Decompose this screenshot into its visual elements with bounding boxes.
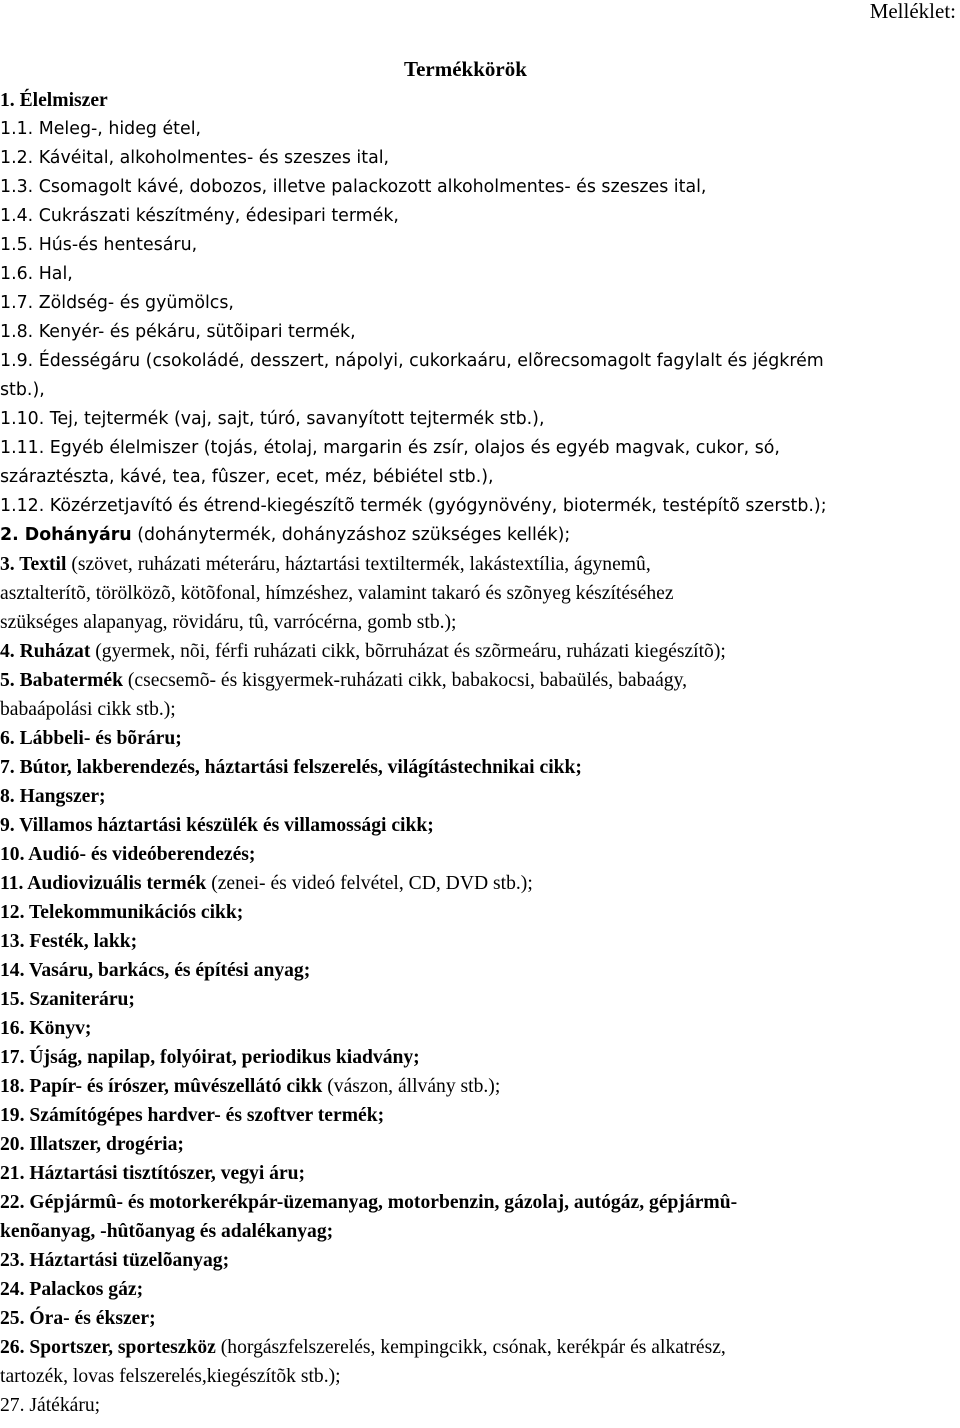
list-item-heading: 19. Számítógépes hardver- és szoftver termék; bbox=[0, 1105, 385, 1126]
list-item-heading: 11. Audiovizuális termék bbox=[0, 873, 207, 894]
list-item-heading: 20. Illatszer, drogéria; bbox=[0, 1134, 184, 1155]
list-item-heading: 3. Textil bbox=[0, 554, 67, 575]
list-item bbox=[0, 608, 958, 637]
list-item-heading: 8. Hangszer; bbox=[0, 786, 106, 807]
list-item-heading: 22. Gépjármû- és motorkerékpár-üzemanyag, motorbenzin, gázolaj, autógáz, gépjármû- bbox=[0, 1192, 738, 1213]
list-item-text: 1.7. Zöldség- és gyümölcs, bbox=[0, 293, 234, 313]
list-item-text: stb.), bbox=[0, 380, 45, 400]
list-item bbox=[0, 318, 958, 347]
list-item-text: 1.5. Hús-és hentesáru, bbox=[0, 235, 198, 255]
list-item-text: babaápolási cikk stb.); bbox=[0, 699, 176, 720]
annex-label: Melléklet: bbox=[869, 0, 956, 23]
list-item bbox=[0, 86, 958, 115]
list-item bbox=[0, 1304, 958, 1333]
list-item bbox=[0, 927, 958, 956]
list-item bbox=[0, 115, 958, 144]
list-item bbox=[0, 260, 958, 289]
list-item-text: szükséges alapanyag, rövidáru, tû, varrócérna, gomb stb.); bbox=[0, 612, 457, 633]
list-item bbox=[0, 1043, 958, 1072]
product-category-list bbox=[0, 86, 958, 1420]
list-item bbox=[0, 1072, 958, 1101]
list-item-text: 1.10. Tej, tejtermék (vaj, sajt, túró, savanyított tejtermék stb.), bbox=[0, 409, 545, 429]
list-item-heading: 9. Villamos háztartási készülék és villamossági cikk; bbox=[0, 815, 434, 836]
list-item-heading: 17. Újság, napilap, folyóirat, periodikus kiadvány; bbox=[0, 1047, 420, 1068]
list-item bbox=[0, 1275, 958, 1304]
list-item bbox=[0, 695, 958, 724]
list-item-text: (zenei- és videó felvétel, CD, DVD stb.); bbox=[206, 873, 533, 894]
list-item-heading: 1. Élelmiszer bbox=[0, 90, 108, 111]
list-item-text: 1.6. Hal, bbox=[0, 264, 73, 284]
list-item bbox=[0, 956, 958, 985]
list-item-heading: 12. Telekommunikációs cikk; bbox=[0, 902, 244, 923]
list-item bbox=[0, 1014, 958, 1043]
list-item-heading: 10. Audió- és videóberendezés; bbox=[0, 844, 256, 865]
list-item-text: 27. Játékáru; bbox=[0, 1395, 101, 1416]
list-item bbox=[0, 1246, 958, 1275]
list-item bbox=[0, 724, 958, 753]
list-item-heading: 18. Papír- és írószer, mûvészellátó cikk bbox=[0, 1076, 323, 1097]
list-item-text: tartozék, lovas felszerelés,kiegészítõk stb.); bbox=[0, 1366, 341, 1387]
list-item bbox=[0, 521, 958, 550]
list-item bbox=[0, 1130, 958, 1159]
list-item-heading: 26. Sportszer, sporteszköz bbox=[0, 1337, 216, 1358]
list-item-text: 1.9. Édességáru (csokoládé, desszert, nápolyi, cukorkaáru, elõrecsomagolt fagylalt és jégkrém bbox=[0, 351, 824, 371]
list-item bbox=[0, 231, 958, 260]
list-item-text: (csecsemõ- és kisgyermek-ruházati cikk, babakocsi, babaülés, babaágy, bbox=[123, 670, 687, 691]
list-item-heading: 2. Dohányáru bbox=[0, 525, 132, 545]
list-item-text: 1.3. Csomagolt kávé, dobozos, illetve palackozott alkoholmentes- és szeszes ital, bbox=[0, 177, 707, 197]
list-item bbox=[0, 463, 958, 492]
list-item-text: 1.2. Kávéital, alkoholmentes- és szeszes ital, bbox=[0, 148, 390, 168]
list-item-heading: 24. Palackos gáz; bbox=[0, 1279, 144, 1300]
list-item-heading: 21. Háztartási tisztítószer, vegyi áru; bbox=[0, 1163, 306, 1184]
list-item bbox=[0, 376, 958, 405]
list-item-text: asztalterítõ, törölközõ, kötõfonal, hímzéshez, valamint takaró és szõnyeg készítéséhez bbox=[0, 583, 674, 604]
page-title: Termékkörök bbox=[404, 57, 527, 81]
list-item bbox=[0, 1188, 958, 1217]
list-item-text: (vászon, állvány stb.); bbox=[322, 1076, 501, 1097]
list-item bbox=[0, 144, 958, 173]
list-item bbox=[0, 1159, 958, 1188]
list-item-text: 1.11. Egyéb élelmiszer (tojás, étolaj, margarin és zsír, olajos és egyéb magvak, cukor, só, bbox=[0, 438, 780, 458]
list-item bbox=[0, 550, 958, 579]
list-item bbox=[0, 1101, 958, 1130]
list-item bbox=[0, 1333, 958, 1362]
list-item bbox=[0, 666, 958, 695]
list-item bbox=[0, 434, 958, 463]
list-item bbox=[0, 753, 958, 782]
list-item-text: (dohánytermék, dohányzáshoz szükséges kellék); bbox=[131, 525, 571, 545]
list-item-text: száraztészta, kávé, tea, fûszer, ecet, méz, bébiétel stb.), bbox=[0, 467, 494, 487]
list-item bbox=[0, 1362, 958, 1391]
list-item bbox=[0, 289, 958, 318]
list-item-text: 1.1. Meleg-, hideg étel, bbox=[0, 119, 202, 139]
list-item-heading: 6. Lábbeli- és bõráru; bbox=[0, 728, 182, 749]
list-item bbox=[0, 869, 958, 898]
list-item-text: (horgászfelszerelés, kempingcikk, csónak, kerékpár és alkatrész, bbox=[215, 1337, 726, 1358]
list-item-heading: kenõanyag, -hûtõanyag és adalékanyag; bbox=[0, 1221, 334, 1242]
list-item bbox=[0, 985, 958, 1014]
list-item bbox=[0, 579, 958, 608]
list-item bbox=[0, 637, 958, 666]
list-item bbox=[0, 811, 958, 840]
list-item bbox=[0, 173, 958, 202]
list-item bbox=[0, 898, 958, 927]
list-item-heading: 13. Festék, lakk; bbox=[0, 931, 138, 952]
list-item-text: 1.8. Kenyér- és pékáru, sütõipari termék, bbox=[0, 322, 356, 342]
list-item-heading: 5. Babatermék bbox=[0, 670, 123, 691]
list-item-heading: 16. Könyv; bbox=[0, 1018, 92, 1039]
list-item-heading: 25. Óra- és ékszer; bbox=[0, 1308, 156, 1329]
list-item bbox=[0, 202, 958, 231]
list-item bbox=[0, 347, 958, 376]
list-item-text: (gyermek, nõi, férfi ruházati cikk, bõrruházat és szõrmeáru, ruházati kiegészítõ); bbox=[90, 641, 726, 662]
list-item bbox=[0, 782, 958, 811]
list-item-text: 1.12. Közérzetjavító és étrend-kiegészítõ termék (gyógynövény, biotermék, testépítõ szerstb.); bbox=[0, 496, 827, 516]
list-item-heading: 15. Szaniteráru; bbox=[0, 989, 135, 1010]
list-item-text: (szövet, ruházati méteráru, háztartási textiltermék, lakástextília, ágynemû, bbox=[66, 554, 651, 575]
list-item bbox=[0, 840, 958, 869]
list-item bbox=[0, 1217, 958, 1246]
list-item-heading: 23. Háztartási tüzelõanyag; bbox=[0, 1250, 230, 1271]
list-item bbox=[0, 1391, 958, 1420]
list-item bbox=[0, 405, 958, 434]
list-item-heading: 4. Ruházat bbox=[0, 641, 91, 662]
list-item-heading: 14. Vasáru, barkács, és építési anyag; bbox=[0, 960, 311, 981]
list-item-heading: 7. Bútor, lakberendezés, háztartási felszerelés, világítástechnikai cikk; bbox=[0, 757, 582, 778]
list-item-text: 1.4. Cukrászati készítmény, édesipari termék, bbox=[0, 206, 399, 226]
list-item bbox=[0, 492, 958, 521]
